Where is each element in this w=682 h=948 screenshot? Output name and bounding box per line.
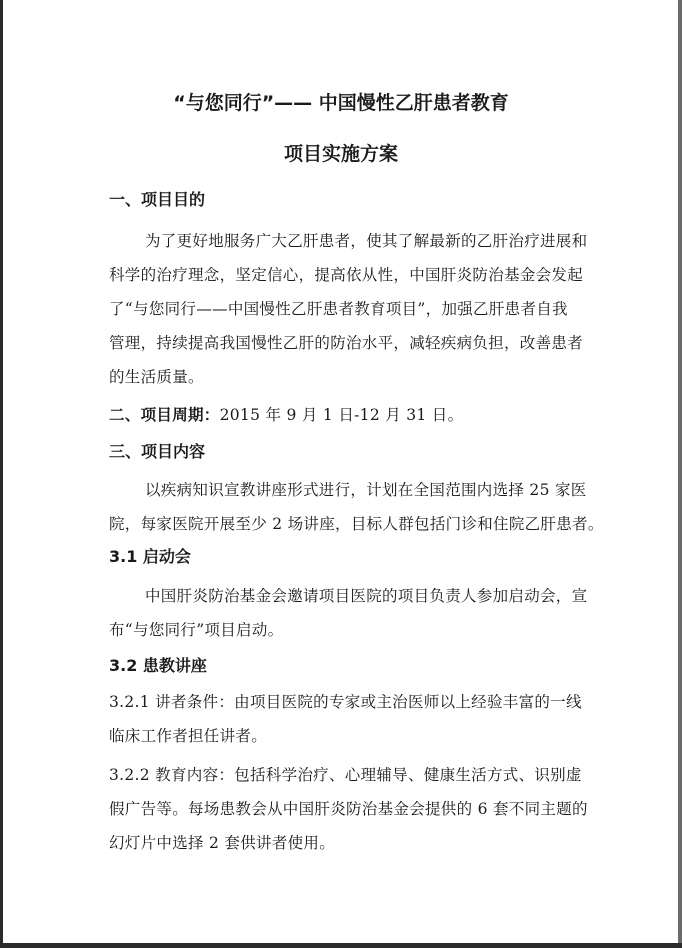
section-3-line-1: 以疾病知识宣教讲座形式进行，计划在全国范围内选择 25 家医: [145, 481, 587, 499]
section-3-1-heading: 3.1 启动会: [109, 547, 191, 566]
section-3-1-line-1: 中国肝炎防治基金会邀请项目医院的项目负责人参加启动会，宣: [145, 587, 588, 605]
section-1-heading: 一、项目目的: [109, 190, 206, 209]
scan-edge-bottom: [0, 943, 682, 948]
document-subtitle: 项目实施方案: [283, 143, 398, 165]
section-3-2-heading: 3.2 患教讲座: [109, 656, 207, 675]
section-1-line-3: 了“与您同行——中国慢性乙肝患者教育项目”，加强乙肝患者自我: [109, 300, 568, 318]
document-title: “与您同行”—— 中国慢性乙肝患者教育: [173, 92, 509, 114]
section-3-heading: 三、项目内容: [109, 442, 206, 461]
section-3-2-2-line-2: 假广告等。每场患教会从中国肝炎防治基金会提供的 6 套不同主题的: [109, 800, 588, 818]
section-1-line-2: 科学的治疗理念，坚定信心，提高依从性，中国肝炎防治基金会发起: [109, 266, 584, 284]
section-2-heading: 二、项目周期：: [109, 406, 220, 424]
section-1-line-4: 管理，持续提高我国慢性乙肝的防治水平，减轻疾病负担，改善患者: [109, 334, 584, 352]
section-1-line-5: 的生活质量。: [109, 368, 204, 386]
section-3-2-2-line-3: 幻灯片中选择 2 套供讲者使用。: [109, 834, 336, 852]
section-3-2-1-line-2: 临床工作者担任讲者。: [109, 727, 268, 745]
section-3-2-1-line-1: 3.2.1 讲者条件：由项目医院的专家或主治医师以上经验丰富的一线: [109, 693, 582, 711]
section-2-row: [109, 403, 463, 425]
section-3-1-line-2: 布“与您同行”项目启动。: [109, 621, 284, 639]
section-2-text: 2015 年 9 月 1 日-12 月 31 日。: [219, 406, 464, 424]
section-1-line-1: 为了更好地服务广大乙肝患者，使其了解最新的乙肝治疗进展和: [145, 232, 588, 250]
section-3-2-2-line-1: 3.2.2 教育内容：包括科学治疗、心理辅导、健康生活方式、识别虚: [109, 766, 582, 784]
section-3-line-2: 院，每家医院开展至少 2 场讲座，目标人群包括门诊和住院乙肝患者。: [109, 515, 604, 533]
